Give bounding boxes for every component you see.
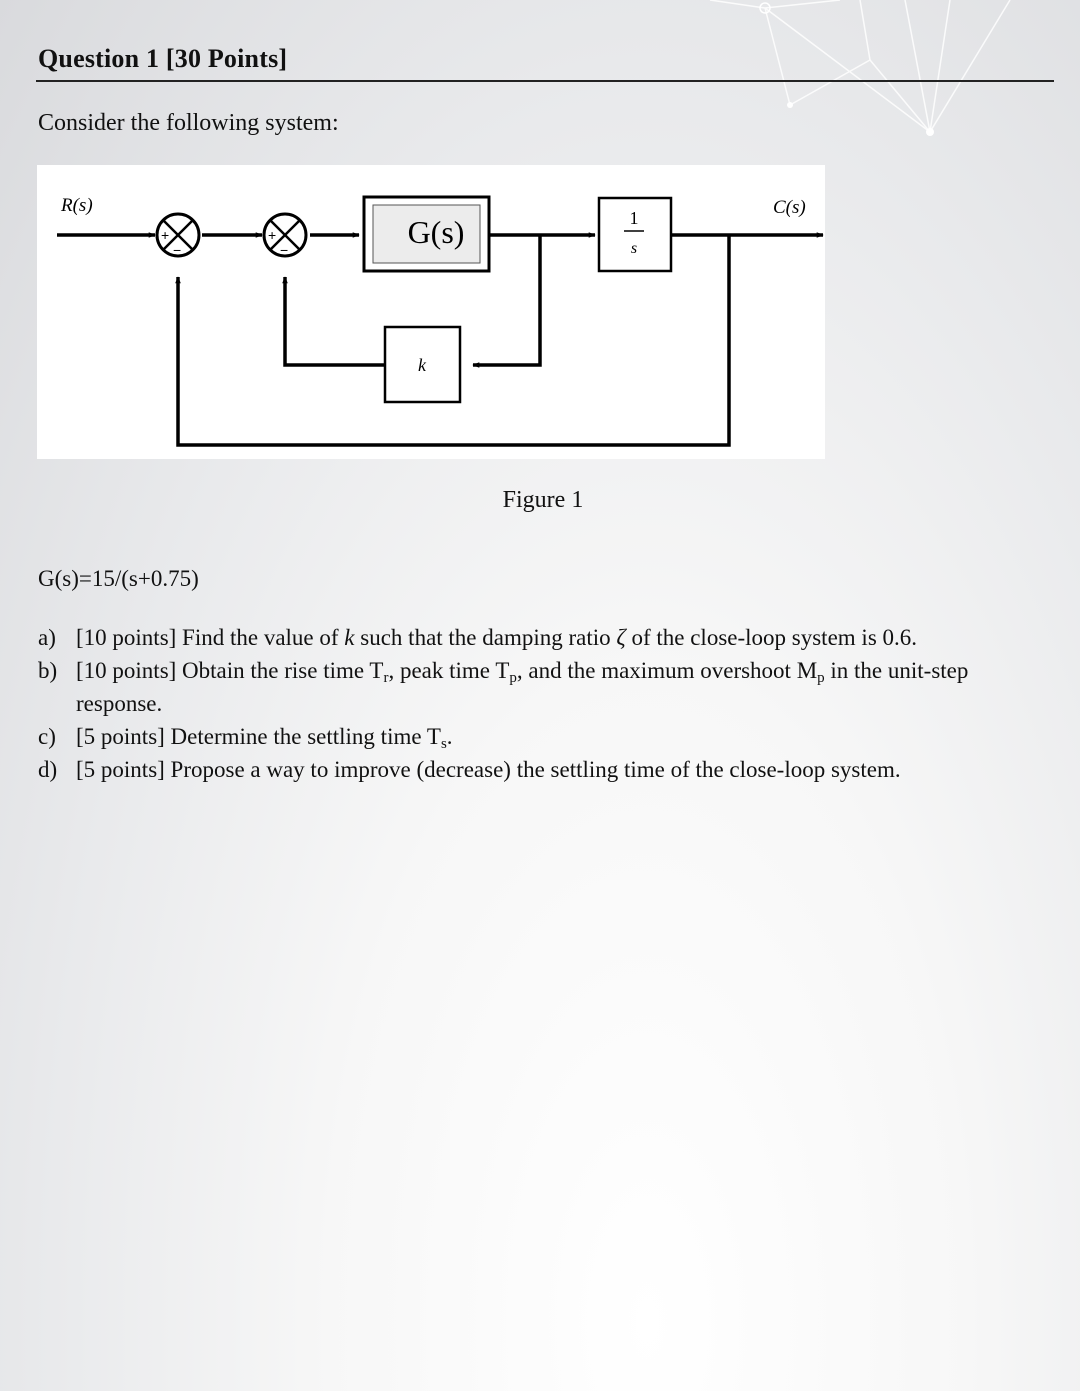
integrator-numerator: 1 (629, 208, 639, 228)
summer1-plus-sign: + (161, 227, 170, 243)
input-label: R(s) (61, 195, 93, 216)
integrator-block (599, 198, 671, 271)
question-title: Question 1 [30 Points] (38, 44, 288, 73)
k-block-label: k (418, 355, 426, 375)
block-diagram (37, 165, 825, 459)
question-parts (38, 621, 1058, 786)
output-label: C(s) (773, 197, 806, 218)
question-part-b: b) [10 points] Obtain the rise time $T_r$, peak time $T_p$, and the maximum overshoot $M_p$ in the unit-step response. (38, 654, 1058, 720)
block-diagram-svg (37, 165, 825, 459)
g-block-label: G(s) (407, 214, 465, 250)
part-label: d) (38, 757, 58, 782)
summer1-minus-sign: − (173, 242, 182, 258)
question-part-c: c) [5 points] Determine the settling time $T_s$. (38, 720, 1058, 753)
figure-caption: Figure 1 (502, 487, 584, 513)
k-to-summer2-path (285, 277, 385, 365)
part-label: c) (38, 724, 56, 749)
part-label: b) (38, 658, 58, 683)
k-block (385, 327, 460, 402)
summing-junction-2 (264, 214, 306, 258)
question-part-d: d) [5 points] Propose a way to improve (decrease) the settling time of the close-loop system. (38, 753, 1058, 786)
title-divider (36, 80, 1054, 82)
summer2-minus-sign: − (280, 242, 289, 258)
part-label: a) (38, 625, 56, 650)
transfer-function-definition: G(s)=15/(s+0.75) (38, 566, 199, 591)
question-intro: Consider the following system: (38, 110, 339, 136)
question-part-a: a) [10 points] Find the value of k such that the damping ratio ζ of the close-loop system is 0.6. (38, 621, 1058, 654)
summer2-plus-sign: + (268, 227, 277, 243)
integrator-denominator: s (630, 240, 638, 257)
summing-junction-1 (157, 214, 199, 258)
g-block (364, 197, 489, 271)
